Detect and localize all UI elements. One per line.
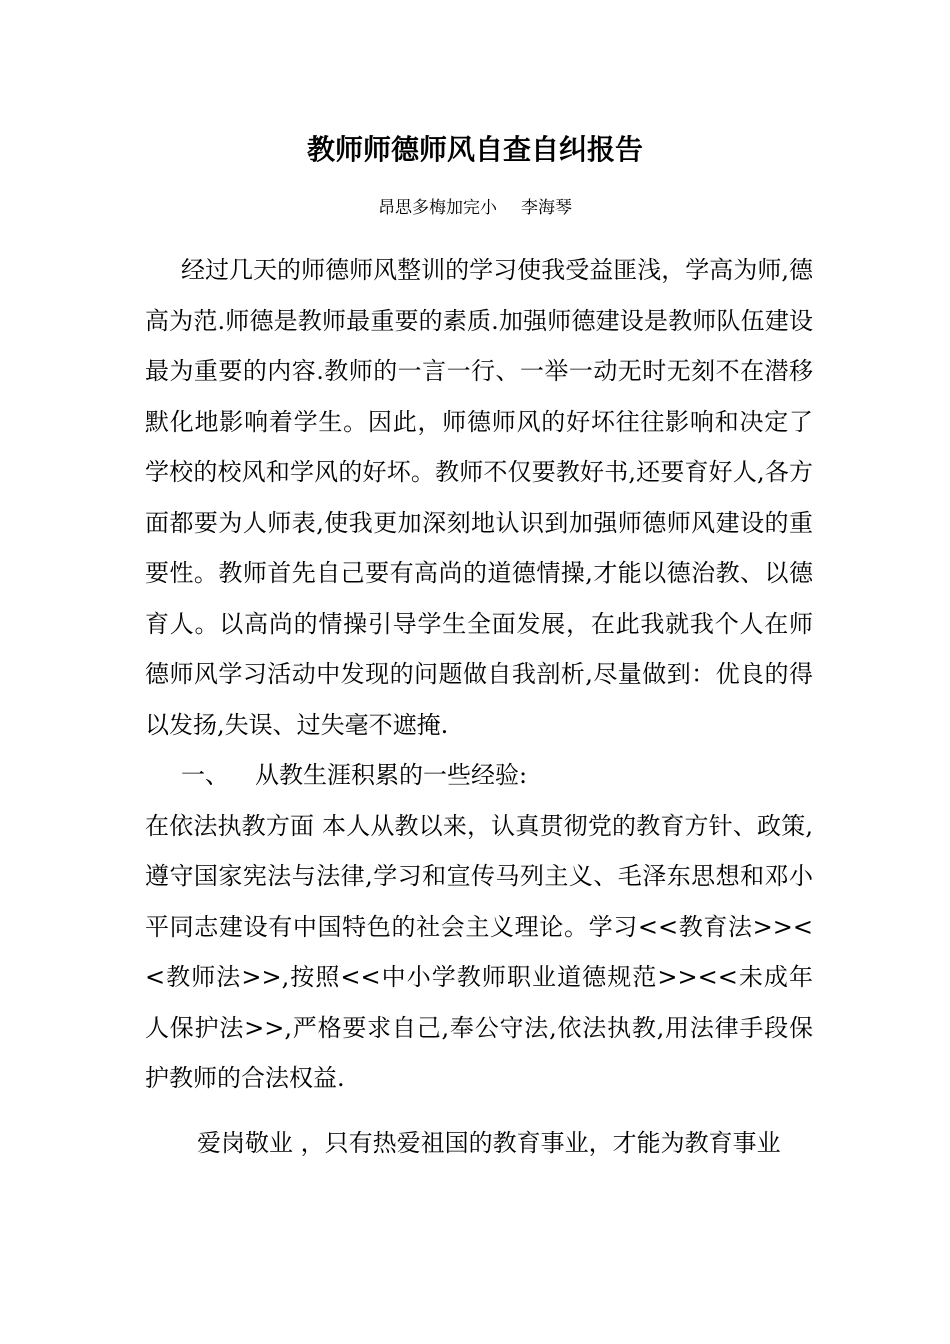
- law-paragraph: 在依法执教方面 本人从教以来，认真贯彻党的教育方针、政策,遵守国家宪法与法律,学习和宣传马列主义、毛泽东思想和邓小平同志建设有中国特色的社会主义理论。学习<<教育法>><<教师法>>,按照<<中小学教师职业道德规范>><<未成年人保护法>>,严格要求自己,奉公守法,依法执教,用法律手段保护教师的合法权益.: [145, 811, 813, 1092]
- document-body: [145, 245, 813, 1168]
- byline-school: 昂思多梅加完小: [378, 198, 497, 218]
- dedication-paragraph: 爱岗敬业 ，只有热爱祖国的教育事业，才能为教育事业: [197, 1128, 781, 1157]
- section-number: 一、: [181, 761, 229, 789]
- byline-author: 李海琴: [521, 198, 572, 218]
- intro-paragraph: 经过几天的师德师风整训的学习使我受益匪浅，学高为师,德高为范.师德是教师最重要的素质.加强师德建设是教师队伍建设最为重要的内容.教师的一言一行、一举一动无时无刻不在潜移默化地影响着学生。因此，师德师风的好坏往往影响和决定了学校的校风和学风的好坏。教师不仅要教好书,还要育好人,各方面都要为人师表,使我更加深刻地认识到加强师德师风建设的重要性。教师首先自己要有高尚的道德情操,才能以德治教、以德育人。以高尚的情操引导学生全面发展，在此我就我个人在师德师风学习活动中发现的问题做自我剖析,尽量做到：优良的得以发扬,失误、过失毫不遮掩.: [145, 256, 813, 739]
- byline: [0, 196, 950, 220]
- document-title: 教师师德师风自查自纠报告: [306, 133, 643, 166]
- section-heading: [145, 750, 813, 801]
- section-title: 从教生涯积累的一些经验:: [255, 761, 528, 789]
